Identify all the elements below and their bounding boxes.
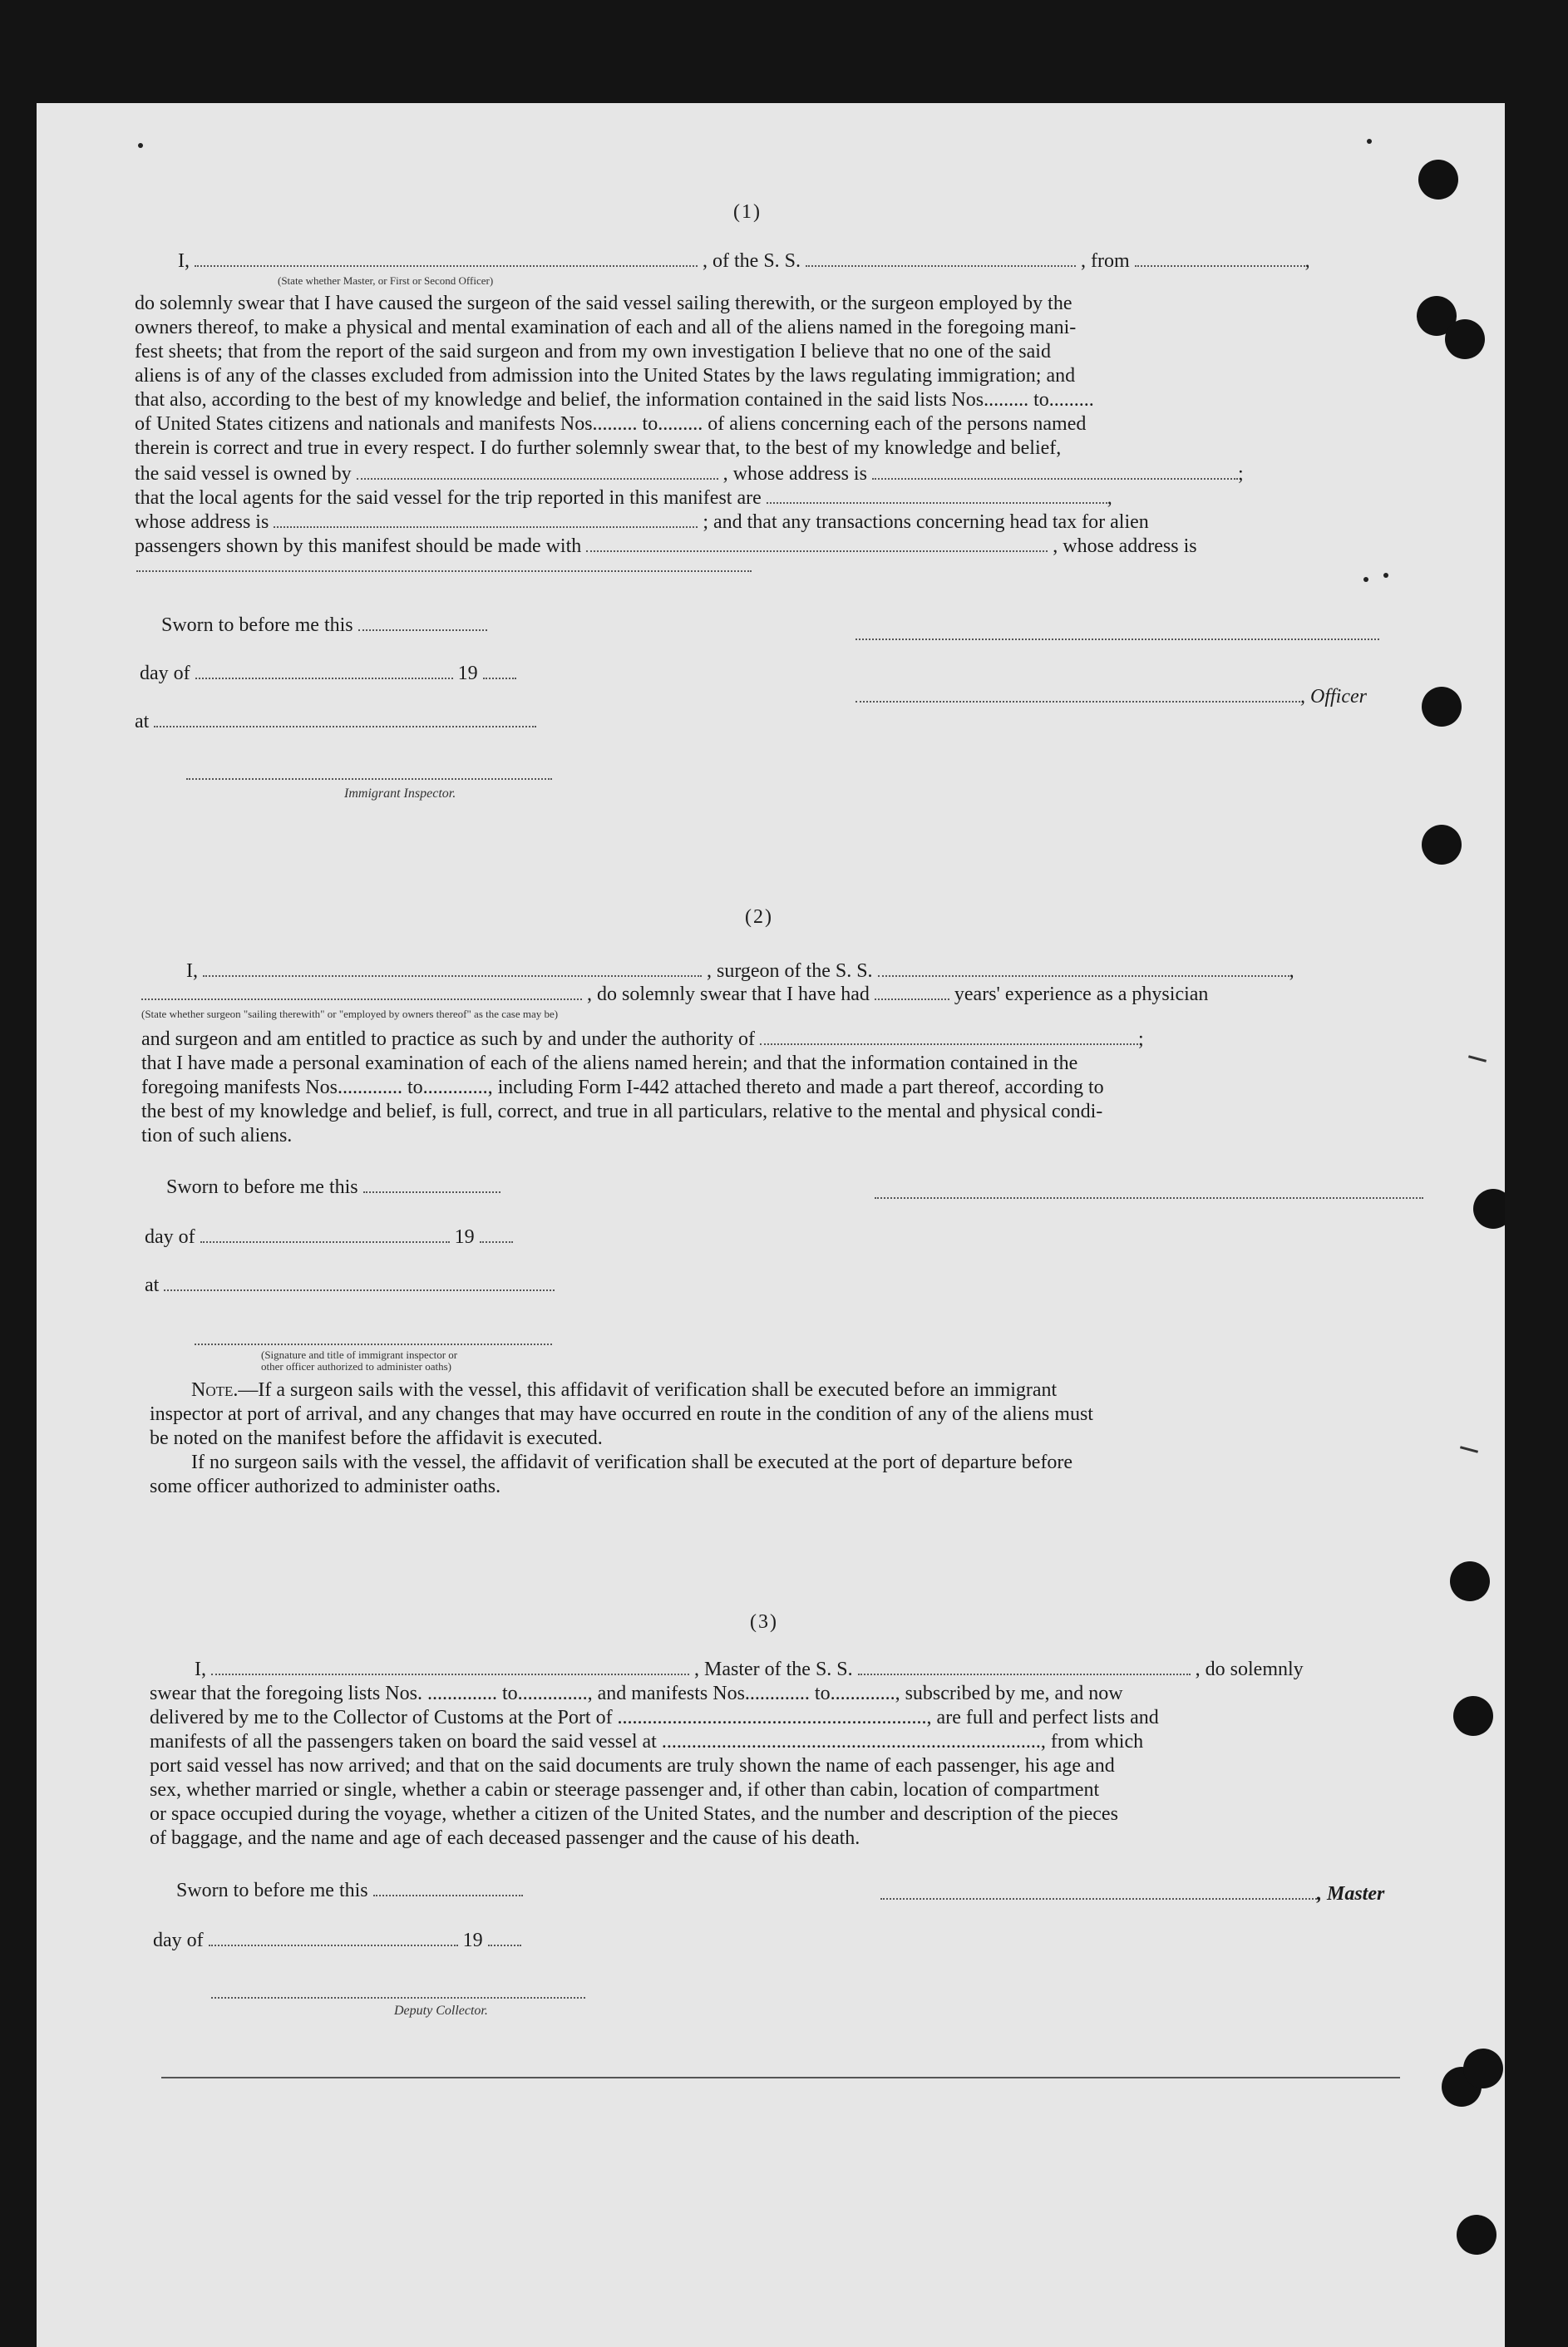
body-line: delivered by me to the Collector of Customs at the Port of .............................................................., are full and perfect lists and [150, 1707, 1159, 1728]
year-prefix: 19 [454, 1226, 475, 1248]
at-line-1 [135, 710, 536, 733]
surgeon-name-field[interactable] [203, 960, 702, 977]
sworn-day-field[interactable] [373, 1880, 523, 1896]
collector-label: Deputy Collector. [394, 2004, 488, 2018]
scan-speck [1363, 577, 1368, 582]
section-1-heading: (1) [733, 201, 762, 223]
officer-rank-note: (State whether Master, or First or Second Officer) [278, 274, 494, 287]
signature-note-1: (Signature and title of immigrant inspector or [261, 1349, 458, 1361]
surgeon-of-text: , surgeon of the S. S. [707, 960, 873, 982]
authority-field[interactable] [760, 1028, 1138, 1045]
section-3-body [150, 1682, 1435, 1851]
year-field[interactable] [480, 1226, 513, 1243]
officer-signature-upper-line[interactable] [855, 637, 1379, 640]
at-text: at [135, 711, 150, 732]
punch-hole [1463, 2049, 1503, 2088]
day-of-line-2 [145, 1225, 513, 1249]
at-text: at [145, 1275, 160, 1296]
year-field[interactable] [488, 1930, 521, 1946]
agents-address-field[interactable] [274, 511, 698, 528]
day-of-text: day of [145, 1226, 195, 1248]
day-of-line-3 [153, 1929, 521, 1952]
signature-note-2: other officer authorized to administer oaths) [261, 1360, 451, 1373]
from-text: , from [1081, 250, 1130, 272]
section-1-line-1 [178, 249, 1310, 273]
punch-hole [1445, 319, 1485, 359]
line-end-comma: , [1304, 250, 1310, 272]
punch-hole [1450, 1561, 1490, 1601]
body-line: the best of my knowledge and belief, is full, correct, and true in all particulars, relative to the mental and physical condi- [141, 1101, 1103, 1122]
passengers-shown-text: passengers shown by this manifest should be made with [135, 535, 582, 557]
body-line: manifests of all the passengers taken on board the said vessel at ............................................................................, from which [150, 1731, 1144, 1753]
section-1-body [135, 292, 1420, 461]
note-text: If no surgeon sails with the vessel, the affidavit of verification shall be executed at the port of departure before [191, 1452, 1073, 1473]
body-line: that also, according to the best of my knowledge and belief, the information contained in the said lists Nos......... to......... [135, 389, 1094, 411]
body-line: or space occupied during the voyage, whether a citizen of the United States, and the number and description of the pieces [150, 1803, 1118, 1825]
body-line: therein is correct and true in every respect. I do further solemnly swear that, to the best of my knowledge and belief, [135, 437, 1062, 459]
margin-mark [1468, 1055, 1487, 1063]
scan-speck [138, 143, 143, 148]
month-field[interactable] [200, 1226, 450, 1243]
head-tax-contact-field[interactable] [586, 535, 1048, 552]
place-field[interactable] [154, 711, 536, 727]
pronoun-i: I, [186, 960, 198, 982]
passengers-line [135, 535, 1197, 558]
section-3-line-1 [195, 1658, 1304, 1681]
punch-hole [1418, 160, 1458, 200]
whose-address-text: , whose address is [722, 463, 867, 485]
section-2-note [150, 1378, 1430, 1499]
sworn-text: Sworn to before me this [176, 1880, 368, 1901]
year-prefix: 19 [462, 1930, 483, 1951]
at-line-2 [145, 1274, 555, 1297]
section-2-heading: (2) [745, 906, 773, 928]
agents-address-line [135, 510, 1149, 534]
scan-speck [1367, 139, 1372, 144]
officer-name-field[interactable] [195, 250, 698, 267]
head-tax-text: ; and that any transactions concerning head tax for alien [703, 511, 1149, 533]
practice-line [141, 1028, 1144, 1051]
years-field[interactable] [875, 984, 949, 1000]
surgeon-vessel-field[interactable] [878, 960, 1289, 977]
pronoun-i: I, [195, 1659, 206, 1680]
local-agents-field[interactable] [767, 487, 1107, 504]
note-text: be noted on the manifest before the affidavit is executed. [150, 1427, 603, 1449]
pronoun-i: I, [178, 250, 190, 272]
master-name-field[interactable] [211, 1659, 689, 1675]
body-line: tion of such aliens. [141, 1125, 293, 1146]
collector-signature-line[interactable] [211, 1995, 585, 1999]
affidavit-sheet [37, 103, 1505, 2347]
master-vessel-field[interactable] [858, 1659, 1191, 1675]
semicolon: ; [1237, 463, 1244, 485]
bottom-divider [161, 2077, 1400, 2078]
year-field[interactable] [483, 663, 516, 679]
punch-hole [1457, 2215, 1497, 2255]
margin-mark [1460, 1446, 1478, 1453]
body-line: port said vessel has now arrived; and that on the said documents are truly shown the name of each passenger, his age and [150, 1755, 1115, 1777]
whose-address-text: whose address is [135, 511, 269, 533]
of-ss-text: , of the S. S. [703, 250, 801, 272]
note-text: some officer authorized to administer oaths. [150, 1476, 501, 1497]
local-agents-text: that the local agents for the said vessel for the trip reported in this manifest are [135, 487, 762, 509]
punch-hole [1473, 1189, 1505, 1229]
inspector-signature-line[interactable] [186, 777, 552, 780]
sworn-line-2 [166, 1176, 500, 1199]
years-experience-text: years' experience as a physician [954, 984, 1209, 1005]
owned-by-line [135, 462, 1244, 486]
punch-hole [1422, 825, 1462, 865]
master-of-text: , Master of the S. S. [694, 1659, 853, 1680]
owner-field[interactable] [357, 463, 718, 480]
body-line: foregoing manifests Nos............. to............., including Form I-442 attached thereto and made a part thereof, according to [141, 1077, 1104, 1098]
sworn-line-3 [176, 1879, 523, 1902]
from-port-field[interactable] [1135, 250, 1305, 267]
sworn-day-field[interactable] [358, 614, 487, 631]
day-of-text: day of [153, 1930, 204, 1951]
form-page [37, 103, 1505, 2347]
scan-speck [1383, 573, 1388, 578]
place-field[interactable] [164, 1275, 555, 1291]
body-line: of baggage, and the name and age of each deceased passenger and the cause of his death. [150, 1827, 860, 1849]
note-text: inspector at port of arrival, and any changes that may have occurred en route in the condition of any of the aliens must [150, 1403, 1093, 1425]
section-2-body [141, 1052, 1427, 1148]
day-of-line-1 [140, 662, 516, 685]
sworn-text: Sworn to before me this [161, 614, 353, 636]
body-line: fest sheets; that from the report of the said surgeon and from my own investigation I believe that no one of the said [135, 341, 1051, 362]
sworn-line-1 [161, 614, 487, 637]
local-agents-line [135, 486, 1112, 510]
section-2-line-1 [186, 959, 1294, 983]
officer-signature-field[interactable] [855, 686, 1300, 703]
surgeon-status-field[interactable] [141, 984, 582, 1000]
semicolon: ; [1138, 1028, 1144, 1050]
year-prefix: 19 [457, 663, 478, 684]
body-line: sex, whether married or single, whether a cabin or steerage passenger and, if other than cabin, location of compartment [150, 1779, 1100, 1801]
body-line: that I have made a personal examination of each of the aliens named herein; and that the information contained in the [141, 1053, 1078, 1074]
owner-address-field[interactable] [872, 463, 1238, 480]
body-line: aliens is of any of the classes excluded from admission into the United States by the laws regulating immigration; and [135, 365, 1076, 387]
month-field[interactable] [209, 1930, 458, 1946]
body-line: of United States citizens and nationals and manifests Nos......... to......... of aliens concerning each of the persons named [135, 413, 1087, 435]
month-field[interactable] [195, 663, 453, 679]
section-2-line-2 [141, 983, 1208, 1006]
do-solemnly-text: , do solemnly [1195, 1659, 1304, 1680]
body-line: owners thereof, to make a physical and mental examination of each and all of the aliens named in the foregoing mani- [135, 317, 1077, 338]
body-line: do solemnly swear that I have caused the surgeon of the said vessel sailing therewith, or the surgeon employed by the [135, 293, 1072, 314]
officer-signature-line [855, 685, 1367, 708]
master-signature-field[interactable] [880, 1883, 1317, 1900]
surgeon-status-note: (State whether surgeon "sailing therewith" or "employed by owners thereof" as the case may be) [141, 1008, 559, 1020]
master-signature-line [880, 1882, 1384, 1906]
surgeon-signature-line[interactable] [875, 1196, 1423, 1199]
sworn-day-field[interactable] [363, 1176, 500, 1193]
do-solemnly-text: , do solemnly swear that I have had [587, 984, 870, 1005]
whose-address-text: , whose address is [1053, 535, 1197, 557]
punch-hole [1453, 1696, 1493, 1736]
comma: , [1107, 487, 1112, 509]
inspector-label: Immigrant Inspector. [344, 786, 456, 801]
owned-by-text: the said vessel is owned by [135, 463, 352, 485]
sworn-text: Sworn to before me this [166, 1176, 358, 1198]
day-of-text: day of [140, 663, 190, 684]
note-label: Note. [191, 1379, 239, 1401]
master-label: , Master [1317, 1883, 1385, 1905]
section-3-heading: (3) [750, 1611, 778, 1633]
officer-label: , Officer [1300, 686, 1367, 708]
practice-text: and surgeon and am entitled to practice as such by and under the authority of [141, 1028, 755, 1050]
note-text: —If a surgeon sails with the vessel, this affidavit of verification shall be executed before an immigrant [238, 1379, 1058, 1401]
punch-hole [1422, 687, 1462, 727]
authorized-officer-signature-line[interactable] [195, 1342, 552, 1345]
vessel-name-field[interactable] [806, 250, 1076, 267]
address-continuation-line[interactable] [136, 569, 752, 572]
comma: , [1289, 960, 1294, 982]
body-line: swear that the foregoing lists Nos. .............. to.............., and manifests Nos............. to............., subscribed by me, and now [150, 1683, 1123, 1704]
